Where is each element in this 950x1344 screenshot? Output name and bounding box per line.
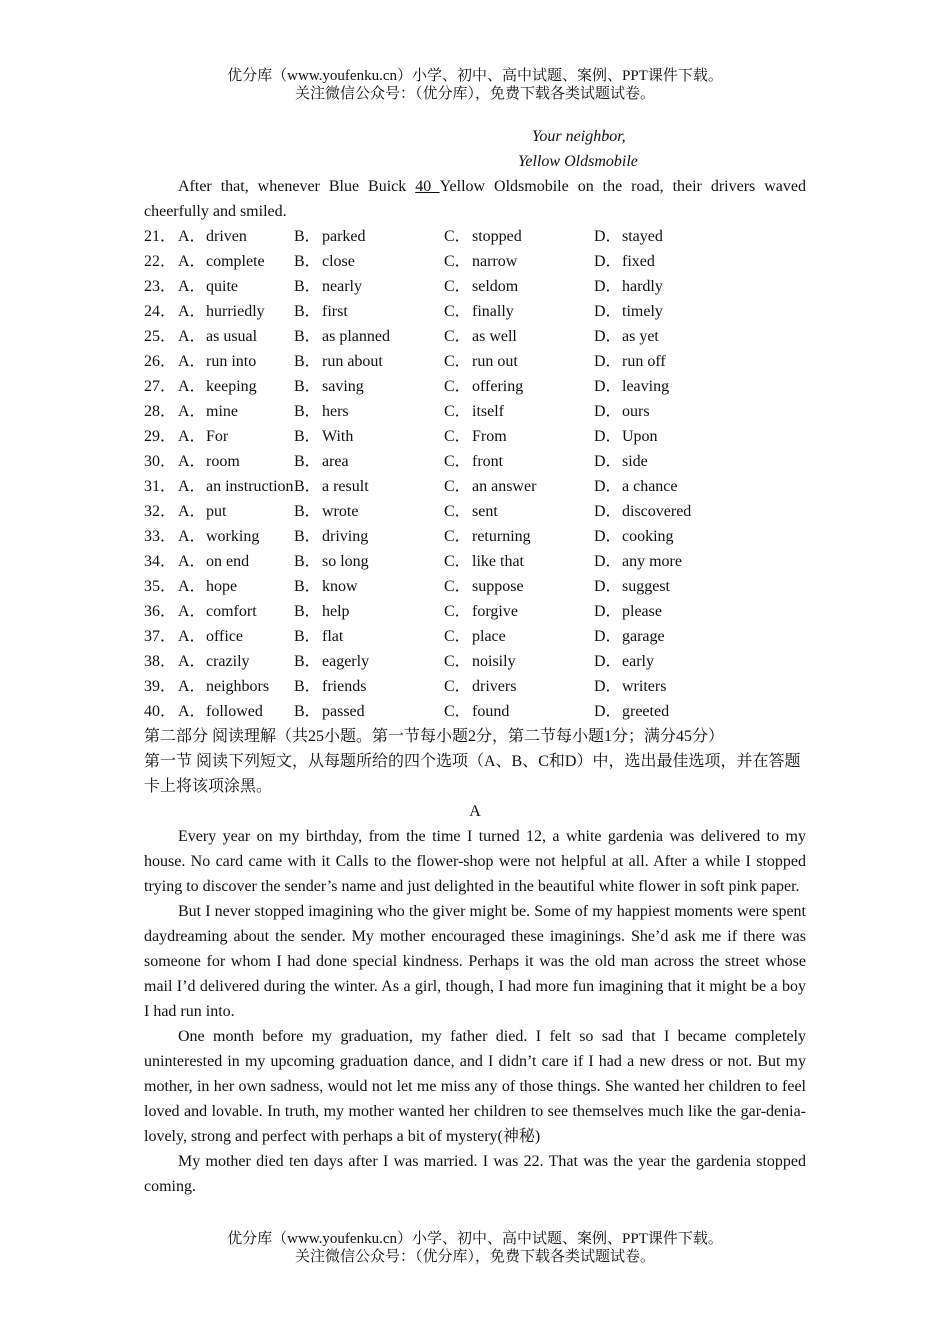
question-row (144, 599, 806, 624)
option-text: returning (472, 528, 531, 545)
option-letter: B． (294, 403, 321, 420)
option-c (444, 374, 594, 399)
option-text: fixed (622, 253, 655, 270)
option-d (594, 599, 744, 624)
blank-40: 40 (415, 178, 440, 195)
option-c (444, 524, 594, 549)
question-number: 35． (144, 578, 177, 595)
question-number: 32． (144, 503, 177, 520)
option-text: like that (472, 553, 524, 570)
option-c (444, 674, 594, 699)
option-b (294, 574, 444, 599)
option-text: For (206, 428, 229, 445)
question-list (144, 224, 806, 724)
option-d (594, 624, 744, 649)
question-number: 25． (144, 328, 177, 345)
option-a (178, 624, 294, 649)
option-text: Upon (622, 428, 658, 445)
option-text: driving (322, 528, 369, 545)
option-letter: C． (444, 253, 471, 270)
option-letter: D． (594, 578, 622, 595)
option-text: side (622, 453, 648, 470)
option-letter: D． (594, 428, 622, 445)
option-text: narrow (472, 253, 518, 270)
question-number: 26． (144, 353, 177, 370)
question-number: 21． (144, 228, 177, 245)
option-d (594, 699, 744, 724)
passage-label: A (469, 803, 481, 820)
question-number: 36． (144, 603, 177, 620)
option-a (178, 574, 294, 599)
option-text: offering (472, 378, 524, 395)
option-text: mine (206, 403, 238, 420)
option-c (444, 649, 594, 674)
option-b (294, 549, 444, 574)
option-c (444, 424, 594, 449)
option-b (294, 299, 444, 324)
option-d (594, 374, 744, 399)
option-letter: B． (294, 653, 321, 670)
option-text: passed (322, 703, 365, 720)
question-number: 23． (144, 278, 177, 295)
option-c (444, 449, 594, 474)
page-footer (0, 1230, 950, 1266)
option-c (444, 399, 594, 424)
option-text: comfort (206, 603, 257, 620)
option-b (294, 699, 444, 724)
question-row (144, 624, 806, 649)
option-text: suggest (622, 578, 670, 595)
option-letter: B． (294, 628, 321, 645)
option-b (294, 324, 444, 349)
option-text: area (322, 453, 349, 470)
header-line-1: 优分库（www.youfenku.cn）小学、初中、高中试题、案例、PPT课件下载。 (227, 68, 723, 84)
option-letter: A． (178, 628, 206, 645)
option-letter: C． (444, 628, 471, 645)
option-letter: C． (444, 328, 471, 345)
option-letter: D． (594, 678, 622, 695)
option-c (444, 249, 594, 274)
passage-paragraph: Every year on my birthday, from the time I turned 12, a white gardenia was delivered to my house. No card came with it Calls to the flower-shop were not helpful at all. After a while I stopped trying to discover the sender’s name and just delighted in the beautiful white flower in soft pink paper. (144, 828, 806, 895)
option-letter: C． (444, 578, 471, 595)
footer-line-2: 关注微信公众号：（优分库），免费下载各类试题试卷。 (294, 1249, 655, 1265)
option-d (594, 449, 744, 474)
option-text: drivers (472, 678, 517, 695)
option-letter: D． (594, 228, 622, 245)
option-a (178, 374, 294, 399)
option-b (294, 599, 444, 624)
option-a (178, 524, 294, 549)
question-row (144, 499, 806, 524)
question-row (144, 674, 806, 699)
option-letter: A． (178, 453, 206, 470)
option-text: hurriedly (206, 303, 265, 320)
letter-signoff: Your neighbor, (532, 128, 626, 145)
option-letter: C． (444, 228, 471, 245)
option-text: finally (472, 303, 514, 320)
passage-paragraph: One month before my graduation, my father died. I felt so sad that I became completely uninterested in my upcoming graduation dance, and I didn’t care if I had a new dress or not. But my mother, in her own sadness, would not let me miss any of those things. She wanted her children to feel loved and lovable. In truth, my mother wanted her children to see themselves much like the gar-denia-lovely, strong and perfect with perhaps a bit of mystery(神秘) (144, 1028, 806, 1145)
question-row (144, 424, 806, 449)
option-a (178, 549, 294, 574)
option-text: put (206, 503, 227, 520)
option-a (178, 449, 294, 474)
option-text: flat (322, 628, 344, 645)
option-text: hardly (622, 278, 663, 295)
option-b (294, 474, 444, 499)
option-d (594, 649, 744, 674)
option-c (444, 699, 594, 724)
option-b (294, 449, 444, 474)
option-letter: B． (294, 378, 321, 395)
option-text: With (322, 428, 354, 445)
option-text: From (472, 428, 507, 445)
option-letter: B． (294, 553, 321, 570)
option-text: please (622, 603, 662, 620)
passage-paragraph: My mother died ten days after I was married. I was 22. That was the year the gardenia stopped coming. (144, 1153, 806, 1195)
option-letter: C． (444, 303, 471, 320)
option-text: a chance (622, 478, 678, 495)
option-a (178, 649, 294, 674)
option-c (444, 324, 594, 349)
option-text: run off (622, 353, 666, 370)
option-text: early (622, 653, 654, 670)
option-text: front (472, 453, 504, 470)
question-number: 31． (144, 478, 177, 495)
option-c (444, 624, 594, 649)
option-letter: A． (178, 328, 206, 345)
question-number: 33． (144, 528, 177, 545)
option-b (294, 649, 444, 674)
option-letter: B． (294, 303, 321, 320)
option-text: forgive (472, 603, 518, 620)
option-letter: D． (594, 528, 622, 545)
header-line-2: 关注微信公众号：（优分库），免费下载各类试题试卷。 (294, 86, 655, 102)
option-text: hope (206, 578, 238, 595)
option-a (178, 399, 294, 424)
option-letter: A． (178, 503, 206, 520)
option-text: noisily (472, 653, 516, 670)
option-b (294, 524, 444, 549)
option-letter: B． (294, 528, 321, 545)
question-number: 28． (144, 403, 177, 420)
option-text: neighbors (206, 678, 270, 695)
option-b (294, 374, 444, 399)
option-a (178, 674, 294, 699)
option-letter: B． (294, 328, 321, 345)
question-number: 29． (144, 428, 177, 445)
option-text: followed (206, 703, 263, 720)
option-a (178, 474, 294, 499)
option-a (178, 599, 294, 624)
option-text: crazily (206, 653, 250, 670)
option-letter: B． (294, 353, 321, 370)
question-row (144, 449, 806, 474)
option-b (294, 674, 444, 699)
option-text: timely (622, 303, 663, 320)
question-number: 38． (144, 653, 177, 670)
question-row (144, 524, 806, 549)
question-number: 22． (144, 253, 177, 270)
option-text: first (322, 303, 348, 320)
option-letter: C． (444, 453, 471, 470)
option-text: so long (322, 553, 369, 570)
option-letter: D． (594, 453, 622, 470)
option-letter: C． (444, 553, 471, 570)
option-d (594, 474, 744, 499)
question-row (144, 274, 806, 299)
option-d (594, 399, 744, 424)
option-letter: D． (594, 378, 622, 395)
option-letter: B． (294, 453, 321, 470)
option-a (178, 324, 294, 349)
question-row (144, 349, 806, 374)
option-c (444, 499, 594, 524)
option-letter: C． (444, 678, 471, 695)
option-text: sent (472, 503, 498, 520)
question-row (144, 399, 806, 424)
option-letter: B． (294, 578, 321, 595)
option-letter: D． (594, 303, 622, 320)
option-letter: B． (294, 228, 321, 245)
option-letter: A． (178, 478, 206, 495)
option-letter: D． (594, 653, 622, 670)
option-text: close (322, 253, 355, 270)
option-text: know (322, 578, 358, 595)
option-b (294, 274, 444, 299)
option-text: writers (622, 678, 667, 695)
option-c (444, 574, 594, 599)
question-row (144, 549, 806, 574)
option-d (594, 524, 744, 549)
option-text: run into (206, 353, 257, 370)
question-number: 40． (144, 703, 177, 720)
option-letter: A． (178, 403, 206, 420)
option-letter: A． (178, 653, 206, 670)
page-header (0, 67, 950, 103)
option-letter: D． (594, 478, 622, 495)
option-b (294, 399, 444, 424)
option-d (594, 574, 744, 599)
option-text: as planned (322, 328, 390, 345)
question-row (144, 299, 806, 324)
option-letter: A． (178, 353, 206, 370)
option-text: run out (472, 353, 518, 370)
option-letter: B． (294, 703, 321, 720)
option-text: a result (322, 478, 369, 495)
option-text: suppose (472, 578, 524, 595)
question-number: 27． (144, 378, 177, 395)
question-row (144, 474, 806, 499)
option-c (444, 474, 594, 499)
option-letter: C． (444, 353, 471, 370)
footer-line-1: 优分库（www.youfenku.cn）小学、初中、高中试题、案例、PPT课件下载。 (227, 1231, 723, 1247)
option-d (594, 224, 744, 249)
option-d (594, 249, 744, 274)
question-row (144, 649, 806, 674)
option-letter: C． (444, 603, 471, 620)
question-row (144, 224, 806, 249)
letter-signature: Yellow Oldsmobile (518, 153, 638, 170)
option-letter: C． (444, 703, 471, 720)
option-text: eagerly (322, 653, 370, 670)
option-letter: A． (178, 528, 206, 545)
option-text: as well (472, 328, 517, 345)
option-text: itself (472, 403, 504, 420)
option-text: quite (206, 278, 238, 295)
option-letter: B． (294, 678, 321, 695)
option-letter: C． (444, 378, 471, 395)
option-text: on end (206, 553, 250, 570)
question-row (144, 574, 806, 599)
option-text: wrote (322, 503, 359, 520)
part2-title: 第二部分 阅读理解（共25小题。第一节每小题2分，第二节每小题1分；满分45分） (144, 728, 725, 745)
option-a (178, 274, 294, 299)
option-text: run about (322, 353, 383, 370)
option-letter: D． (594, 353, 622, 370)
option-b (294, 424, 444, 449)
option-letter: A． (178, 303, 206, 320)
option-letter: D． (594, 603, 622, 620)
option-a (178, 299, 294, 324)
option-b (294, 624, 444, 649)
option-text: greeted (622, 703, 670, 720)
question-number: 37． (144, 628, 177, 645)
option-text: driven (206, 228, 247, 245)
option-letter: D． (594, 403, 622, 420)
option-text: garage (622, 628, 665, 645)
option-a (178, 699, 294, 724)
option-text: stopped (472, 228, 522, 245)
option-d (594, 424, 744, 449)
option-text: help (322, 603, 350, 620)
option-c (444, 274, 594, 299)
option-letter: D． (594, 278, 622, 295)
option-letter: D． (594, 328, 622, 345)
option-text: discovered (622, 503, 692, 520)
option-letter: A． (178, 553, 206, 570)
option-letter: A． (178, 428, 206, 445)
option-a (178, 249, 294, 274)
option-a (178, 224, 294, 249)
option-letter: C． (444, 503, 471, 520)
option-letter: A． (178, 378, 206, 395)
option-letter: C． (444, 528, 471, 545)
option-letter: D． (594, 703, 622, 720)
option-letter: D． (594, 253, 622, 270)
option-d (594, 274, 744, 299)
option-letter: D． (594, 503, 622, 520)
option-text: working (206, 528, 260, 545)
option-letter: C． (444, 478, 471, 495)
question-number: 34． (144, 553, 177, 570)
option-text: keeping (206, 378, 257, 395)
option-letter: D． (594, 553, 622, 570)
option-letter: A． (178, 603, 206, 620)
option-text: cooking (622, 528, 674, 545)
question-number: 39． (144, 678, 177, 695)
option-letter: C． (444, 403, 471, 420)
option-d (594, 349, 744, 374)
option-c (444, 299, 594, 324)
option-c (444, 549, 594, 574)
option-text: found (472, 703, 510, 720)
option-text: seldom (472, 278, 519, 295)
option-letter: B． (294, 603, 321, 620)
option-b (294, 224, 444, 249)
option-text: as usual (206, 328, 258, 345)
option-b (294, 499, 444, 524)
option-text: ours (622, 403, 650, 420)
option-letter: B． (294, 503, 321, 520)
option-text: place (472, 628, 506, 645)
option-text: an instruction (206, 478, 294, 495)
page-content (144, 124, 806, 1199)
option-letter: B． (294, 428, 321, 445)
option-text: an answer (472, 478, 537, 495)
option-a (178, 349, 294, 374)
option-text: nearly (322, 278, 362, 295)
option-a (178, 424, 294, 449)
option-letter: A． (178, 703, 206, 720)
option-letter: C． (444, 428, 471, 445)
question-row (144, 374, 806, 399)
question-number: 30． (144, 453, 177, 470)
option-letter: D． (594, 628, 622, 645)
option-letter: A． (178, 678, 206, 695)
option-text: office (206, 628, 244, 645)
option-letter: C． (444, 653, 471, 670)
option-d (594, 549, 744, 574)
option-letter: B． (294, 478, 321, 495)
option-text: any more (622, 553, 682, 570)
option-text: friends (322, 678, 367, 695)
option-text: stayed (622, 228, 663, 245)
question-row (144, 249, 806, 274)
option-letter: C． (444, 278, 471, 295)
option-c (444, 224, 594, 249)
option-text: saving (322, 378, 364, 395)
letter-closing-paragraph: After that, whenever Blue Buick 40 Yellow Oldsmobile on the road, their drivers waved cheerfully and smiled. (144, 178, 807, 220)
question-row (144, 699, 806, 724)
passage-paragraph: But I never stopped imagining who the giver might be. Some of my happiest moments were spent daydreaming about the sender. My mother encouraged these imaginings. She’d ask me if there was someone for whom I had done special kindness. Perhaps it was the old man across the street whose mail I’d delivered during the winter. As a girl, though, I had more fun imagining that it might be a boy I had run into. (144, 903, 806, 1020)
option-text: hers (322, 403, 349, 420)
option-letter: A． (178, 253, 206, 270)
option-letter: A． (178, 278, 206, 295)
question-row (144, 324, 806, 349)
option-letter: B． (294, 278, 321, 295)
section1-instruction: 第一节 阅读下列短文，从每题所给的四个选项（A、B、C和D）中，选出最佳选项，并在答题卡上将该项涂黑。 (144, 753, 801, 795)
option-c (444, 349, 594, 374)
option-text: leaving (622, 378, 670, 395)
option-c (444, 599, 594, 624)
option-text: as yet (622, 328, 659, 345)
option-text: complete (206, 253, 265, 270)
option-text: parked (322, 228, 366, 245)
option-b (294, 249, 444, 274)
option-d (594, 499, 744, 524)
option-letter: A． (178, 228, 206, 245)
option-letter: A． (178, 578, 206, 595)
option-letter: B． (294, 253, 321, 270)
question-number: 24． (144, 303, 177, 320)
option-b (294, 349, 444, 374)
option-d (594, 674, 744, 699)
option-a (178, 499, 294, 524)
option-d (594, 299, 744, 324)
option-text: room (206, 453, 240, 470)
option-d (594, 324, 744, 349)
